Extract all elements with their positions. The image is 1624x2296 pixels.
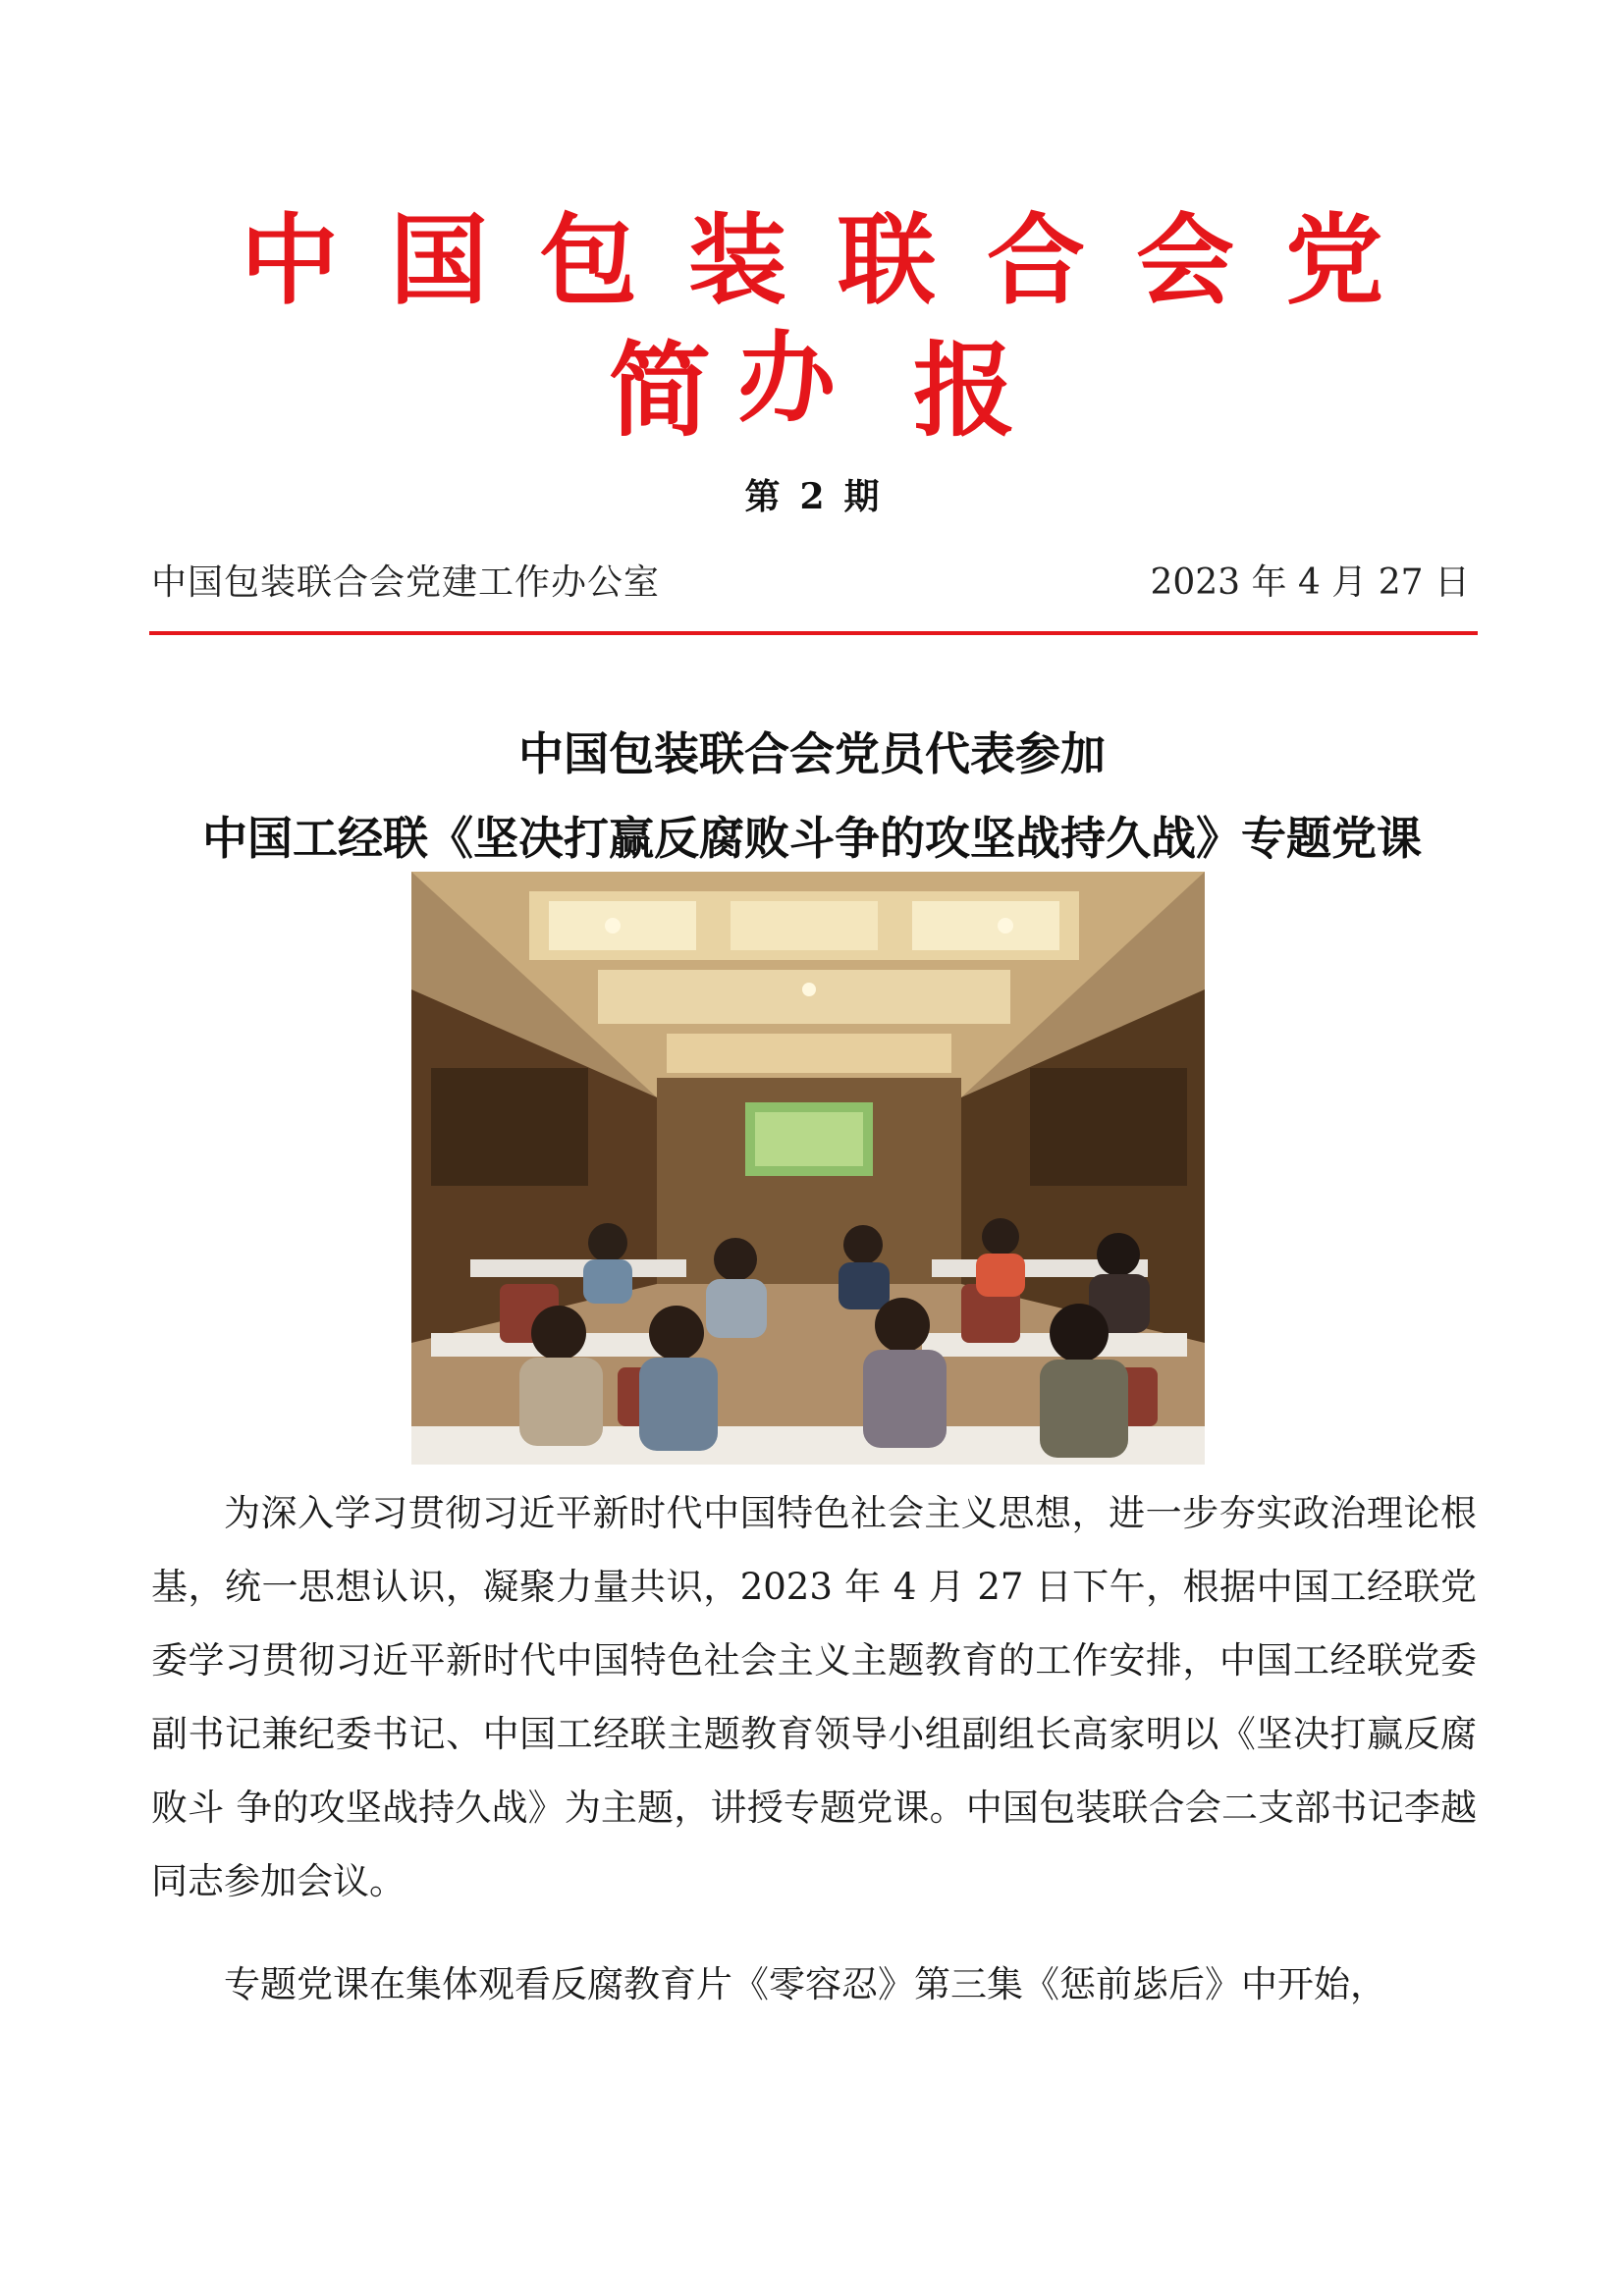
issue-prefix: 第 bbox=[744, 476, 781, 517]
issue-value: 2 bbox=[799, 476, 825, 517]
masthead-subtitle bbox=[147, 332, 1477, 450]
issue-number bbox=[0, 469, 1624, 519]
article-headline-line2: 中国工经联《坚决打赢反腐败斗争的攻坚战持久战》专题党课 bbox=[202, 812, 1422, 865]
article-headline-line1: 中国包装联合会党员代表参加 bbox=[518, 727, 1106, 780]
article-paragraph-1: 为深入学习贯彻习近平新时代中国特色社会主义思想，进一步夯实政治理论根基，统一思想认识，凝聚力量共识，2023 年 4 月 27 日下午，根据中国工经联党委学习贯彻习近平新时代中国特色社会主义主题教育的工作安排，中国工经联党委副书记兼纪委书记、中国工经联主题教育领导小组副组长高家明以《坚决打赢反腐败斗 争的攻坚战持久战》为主题，讲授专题党课。中国包装联合会二支部书记李越同志参加会议。 bbox=[151, 1492, 1477, 1902]
issuer-name: 中国包装联合会党建工作办公室 bbox=[151, 562, 661, 603]
meeting-photo bbox=[411, 872, 1205, 1465]
header-divider bbox=[149, 631, 1478, 635]
issue-date: 2023 年 4 月 27 日 bbox=[1150, 562, 1470, 603]
issue-suffix: 期 bbox=[843, 476, 880, 517]
masthead-title: 中国包装联合会党办 bbox=[241, 202, 1435, 436]
masthead-subtitle-left: 简 bbox=[608, 330, 711, 451]
masthead-subtitle-right: 报 bbox=[913, 330, 1016, 451]
article-paragraph-2: 专题党课在集体观看反腐教育片《零容忍》第三集《惩前毖后》中开始， bbox=[224, 1963, 1386, 2005]
